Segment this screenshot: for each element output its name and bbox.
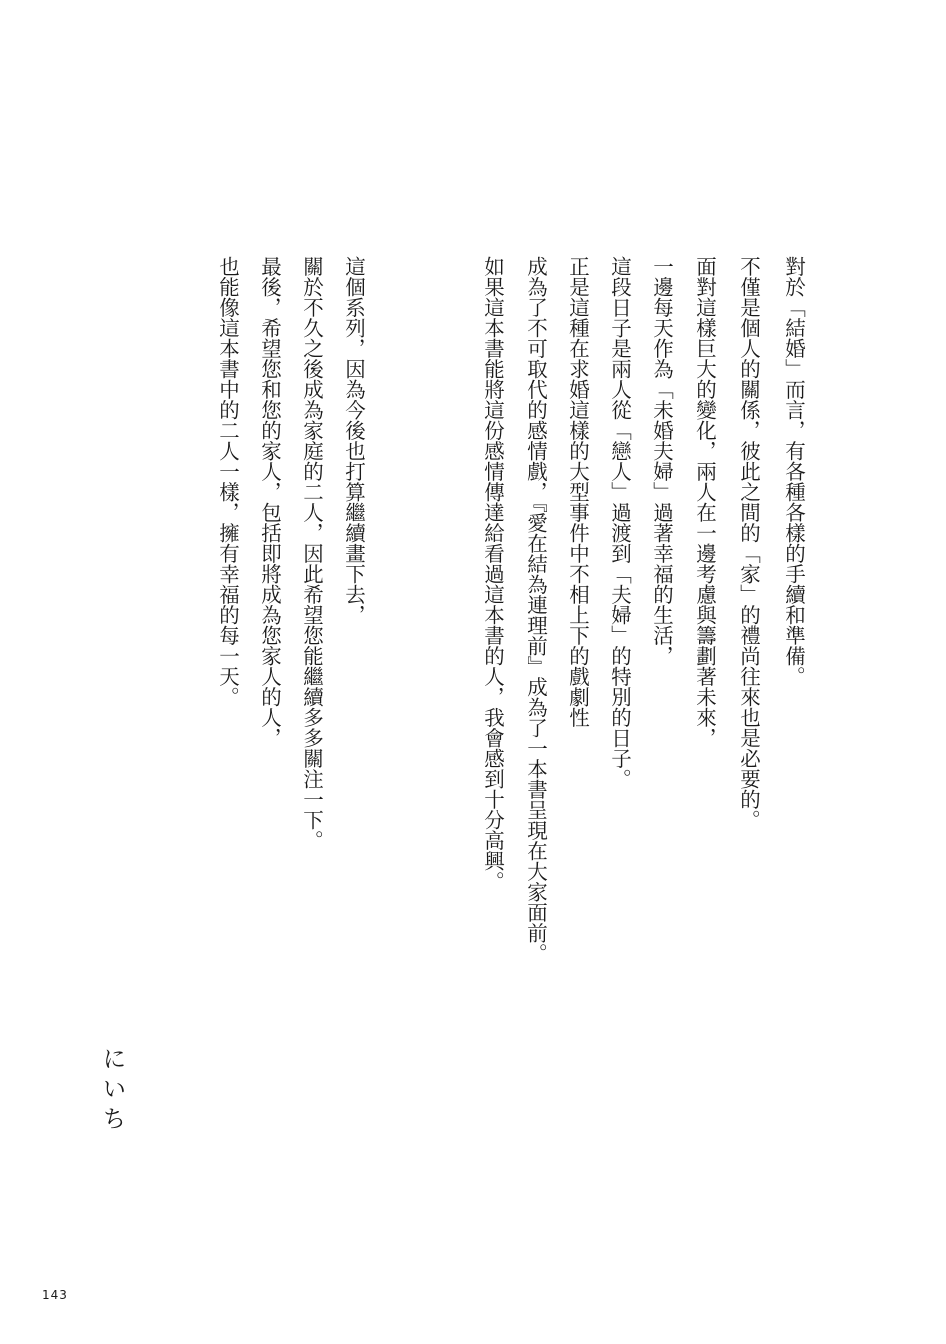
text-line: 這個系列，因為今後也打算繼續畫下去， [341, 256, 366, 625]
text-line: 關於不久之後成為家庭的二人，因此希望您能繼續多多關注一下。 [299, 256, 324, 851]
text-line: 最後，希望您和您的家人，包括即將成為您家人的人， [257, 256, 282, 748]
text-line: 正是這種在求婚這樣的大型事件中不相上下的戲劇性 [565, 256, 590, 728]
author-signature: にいち [98, 1046, 126, 1136]
text-line: 成為了不可取代的感情戲，『愛在結為連理前』成為了一本書呈現在大家面前。 [523, 256, 548, 964]
text-line: 這段日子是兩人從「戀人」過渡到「夫婦」的特別的日子。 [607, 256, 632, 789]
text-line: 一邊每天作為「未婚夫婦」過著幸福的生活， [649, 256, 674, 666]
text-line: 不僅是個人的關係，彼此之間的「家」的禮尚往來也是必要的。 [736, 256, 761, 830]
text-line: 對於「結婚」而言，有各種各樣的手續和準備。 [781, 256, 806, 687]
text-line: 如果這本書能將這份感情傳達給看過這本書的人，我會感到十分高興。 [480, 256, 505, 892]
text-line: 也能像這本書中的二人一樣，擁有幸福的每一天。 [215, 256, 240, 707]
text-line: 面對這樣巨大的變化，兩人在一邊考慮與籌劃著未來， [692, 256, 717, 748]
page-number: 143 [42, 1288, 68, 1302]
